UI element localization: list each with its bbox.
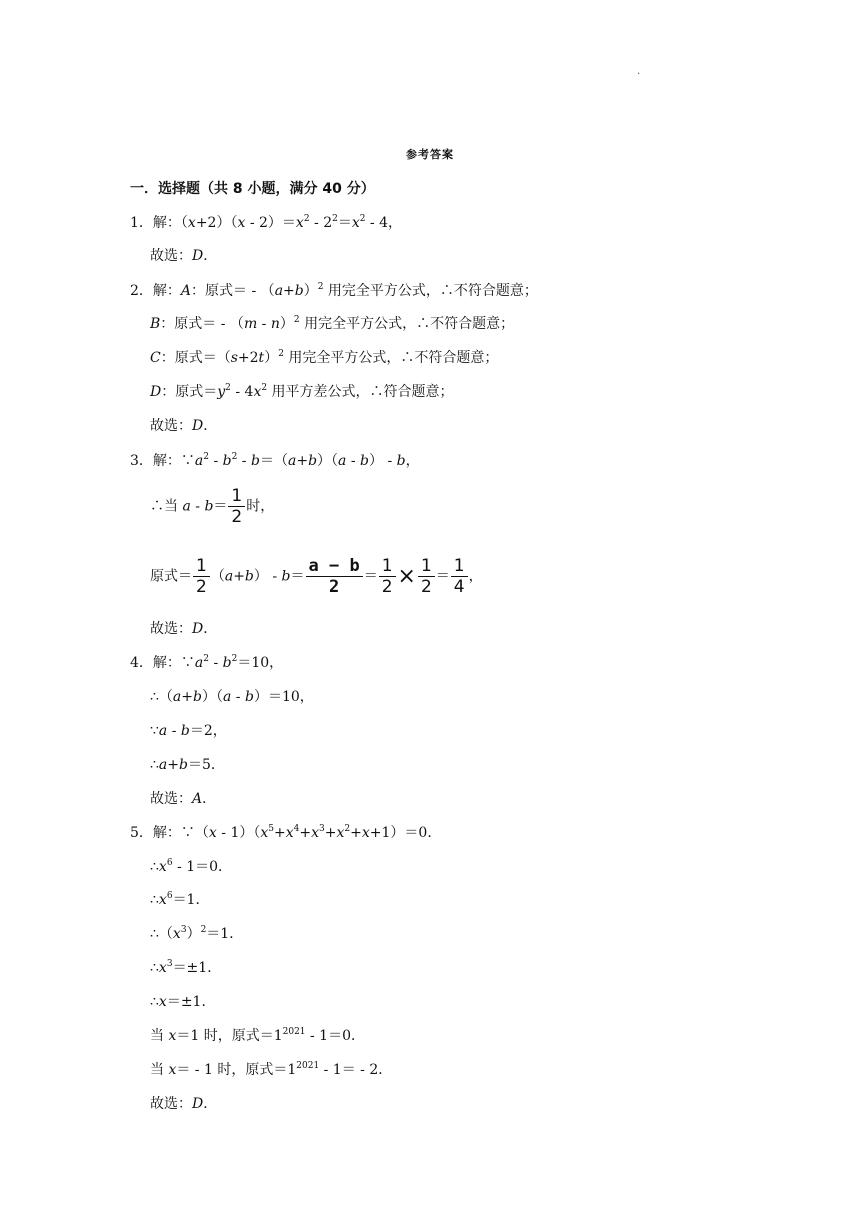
q4-line-1: 4．解：$\because a^2 - b^2=10$， xyxy=(130,654,284,671)
q1-answer: 故选：D． xyxy=(150,248,218,264)
q5-line-5: $\therefore x^3=\pm 1$． xyxy=(150,959,222,976)
header-dot: . xyxy=(637,66,641,77)
q2-answer: 故选：D． xyxy=(150,418,218,434)
q5-line-4: $\therefore(x^3)^2=1$． xyxy=(150,925,244,942)
q5-line-6: ∴x＝±1． xyxy=(150,994,216,1010)
q5-answer: 故选：D． xyxy=(150,1096,218,1112)
section-heading: 一．选择题（共 8 小题，满分 40 分） xyxy=(130,181,375,197)
q5-line-7: 当 x＝1 时，原式$=1^{2021} - 1=0$． xyxy=(150,1027,365,1044)
fraction-a-minus-b: $\frac{a - b}{2}$ xyxy=(306,556,363,597)
fraction-half: $\frac{1}{2}$ xyxy=(379,556,396,597)
q1-line-1: 1．解：$(x+2)(x - 2)=x^2 - 2^2=x^2 - 4$， xyxy=(130,214,403,231)
fraction-half: $\frac{1}{2}$ xyxy=(193,556,210,597)
q4-line-3: ∵a - b＝2， xyxy=(150,723,227,739)
q4-line-4: ∴a+b＝5． xyxy=(150,757,225,773)
times-sign: × xyxy=(397,563,416,589)
q2-line-3: C：原式$=(s+2t)^2$ 用完全平方公式，∴不符合题意； xyxy=(150,349,499,366)
q5-line-3: $\therefore x^6=1$． xyxy=(150,891,210,908)
q5-line-8: 当 x＝ - 1 时，原式$=1^{2021} - 1= - 2$． xyxy=(150,1061,393,1078)
q3-answer: 故选：D． xyxy=(150,621,218,637)
fraction-half: $\frac{1}{2}$ xyxy=(418,556,435,597)
q2-line-2: B：原式＝ - （m - n）$^2$ 用完全平方公式，∴不符合题意； xyxy=(150,315,515,332)
q4-line-2: ∴（a+b）（a - b）＝10， xyxy=(150,689,314,705)
fraction-quarter: $\frac{1}{4}$ xyxy=(451,556,468,597)
q5-line-1: 5．解：∵（x - $1)(x^5+x^4+x^3+x^2+x+1)=0$． xyxy=(130,824,442,841)
fraction-half: $\frac{1}{2}$ xyxy=(228,486,245,527)
q4-answer: 故选：A． xyxy=(150,791,217,807)
q3-line-2: ∴当 a - b＝ $\frac{1}{2}$ 时， xyxy=(150,486,275,527)
q2-line-1: 2．解：A：原式＝ - $(a+b)^2$ 用完全平方公式，∴不符合题意； xyxy=(130,282,538,299)
q2-line-4: D：原式$=y^2 - 4x^2$ 用平方差公式，∴符合题意； xyxy=(150,383,454,400)
q3-line-1: 3．解：$\because a^2 - b^2 - b=(a+b)(a - b) - b$， xyxy=(130,452,420,469)
page-title: 参考答案 xyxy=(406,148,454,161)
q3-line-3: 原式＝ $\frac{1}{2}$ （a+b） - b＝ $\frac{a - b}{2}$ ＝ $\frac{1}{2}$ × $\frac{1}{2}$ ＝ $\frac{1}{4}$ ， xyxy=(150,556,483,597)
q5-line-2: $\therefore x^6 - 1=0$． xyxy=(150,858,233,875)
